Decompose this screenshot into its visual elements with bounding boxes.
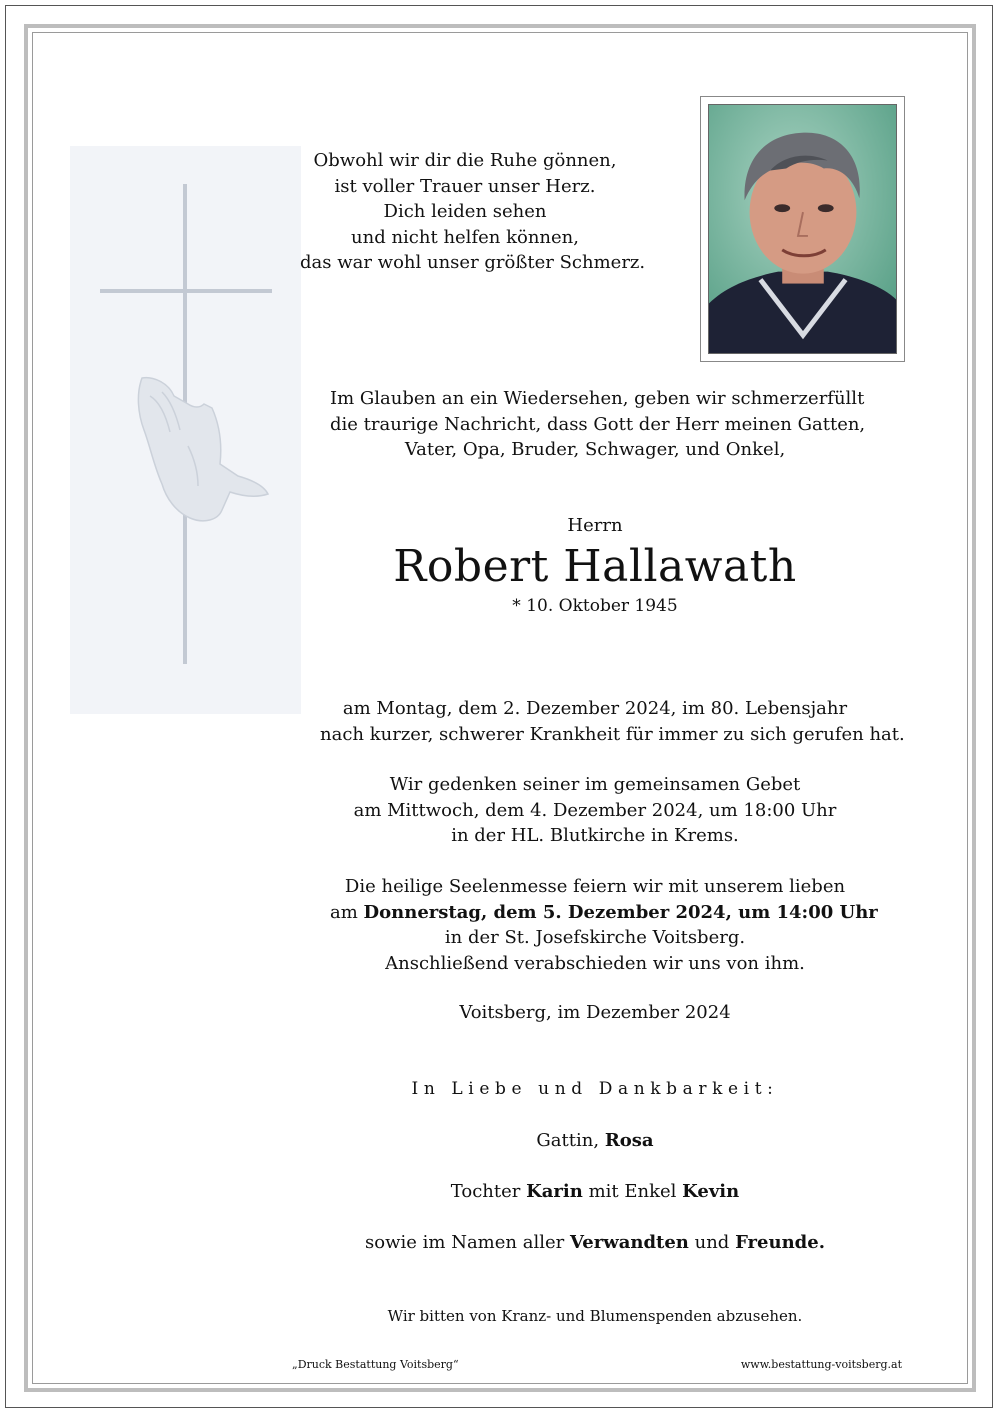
opening-verse (300, 148, 646, 276)
place-and-date: Voitsberg, im Dezember 2024 (459, 1002, 731, 1023)
mass-prefix: am (330, 901, 358, 923)
prayer-line: am Mittwoch, dem 4. Dezember 2024, um 18:00 Uhr (353, 799, 837, 821)
wife-label: Gattin, (536, 1130, 600, 1151)
mourner-wife (420, 1128, 770, 1154)
daughter-label: Tochter (450, 1181, 521, 1202)
prayer-line: in der HL. Blutkirche in Krems. (451, 825, 739, 846)
grandson-name: Kevin (682, 1181, 740, 1202)
website-link[interactable]: www.bestattung-voitsberg.at (740, 1358, 902, 1371)
relatives-and: und (694, 1232, 730, 1253)
mourners-heading: In Liebe und Dankbarkeit: (411, 1079, 779, 1099)
mourner-relatives (340, 1230, 850, 1256)
verse-line: das war wohl unser größter Schmerz. (300, 252, 646, 273)
prayer-service (340, 772, 850, 849)
death-notice (320, 696, 905, 747)
cross-with-praying-hands-image (70, 146, 301, 714)
relatives-prefix: sowie im Namen aller (365, 1232, 565, 1253)
deceased-name: Robert Hallawath (393, 541, 797, 592)
portrait-photo (708, 104, 897, 354)
wife-name: Rosa (604, 1130, 654, 1151)
mourner-daughter (400, 1179, 790, 1205)
salutation: Herrn (567, 515, 623, 536)
intro-line: die traurige Nachricht, dass Gott der Herr meinen Gatten, (330, 413, 866, 435)
verse-line: ist voller Trauer unser Herz. (334, 175, 596, 197)
friends-word: Freunde. (735, 1232, 825, 1253)
donation-note: Wir bitten von Kranz- und Blumenspenden abzusehen. (387, 1307, 803, 1325)
birth-date: * 10. Oktober 1945 (512, 596, 678, 616)
daughter-name: Karin (526, 1181, 583, 1202)
mass-datetime: Donnerstag, dem 5. Dezember 2024, um 14:00 Uhr (363, 901, 878, 923)
verse-line: Dich leiden sehen (383, 201, 547, 222)
verse-line: Obwohl wir dir die Ruhe gönnen, (313, 150, 617, 171)
mass-date-line (330, 900, 878, 926)
death-line: am Montag, dem 2. Dezember 2024, im 80. Lebensjahr (342, 698, 848, 719)
prayer-line: Wir gedenken seiner im gemeinsamen Gebet (389, 774, 801, 795)
verse-line: und nicht helfen können, (351, 226, 579, 248)
printer-credit: „Druck Bestattung Voitsberg“ (292, 1358, 459, 1371)
relatives-word: Verwandten (569, 1232, 689, 1253)
mass-line: in der St. Josefskirche Voitsberg. (444, 927, 746, 948)
death-line: nach kurzer, schwerer Krankheit für immer zu sich gerufen hat. (320, 723, 905, 745)
grandson-label: mit Enkel (588, 1181, 677, 1202)
mass-line: Die heilige Seelenmesse feiern wir mit unserem lieben (344, 876, 846, 897)
portrait-photo-frame (700, 96, 905, 362)
intro-line: Im Glauben an ein Wiedersehen, geben wir schmerzerfüllt (330, 388, 865, 409)
mass-line: Anschließend verabschieden wir uns von ihm. (385, 952, 805, 974)
announcement-intro (330, 386, 866, 463)
requiem-mass (330, 874, 878, 976)
intro-line: Vater, Opa, Bruder, Schwager, und Onkel, (404, 439, 786, 460)
